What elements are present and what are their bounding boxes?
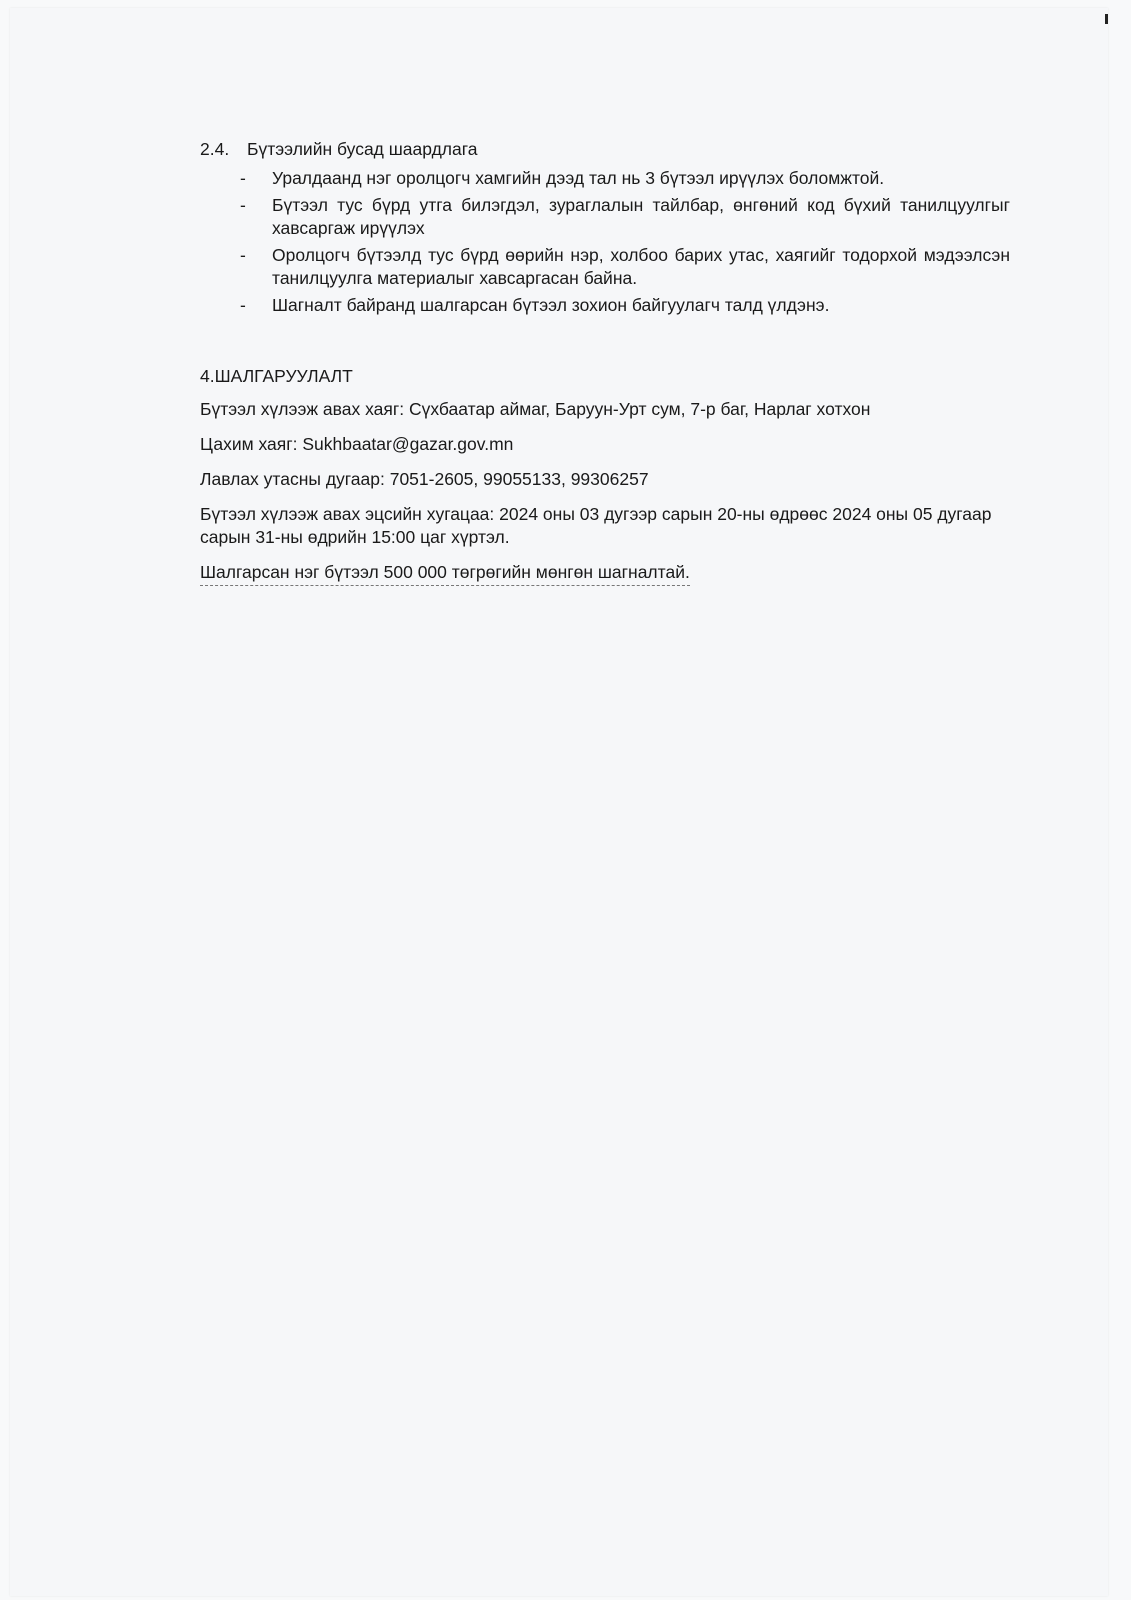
phone-line: Лавлах утасны дугаар: 7051-2605, 99055133, 99306257 — [200, 469, 649, 489]
list-item — [240, 294, 1010, 317]
document-content — [200, 138, 1010, 598]
list-bullet: - — [240, 168, 246, 188]
document-page — [10, 8, 1108, 1596]
list-item-text: Оролцогч бүтээлд тус бүрд өөрийн нэр, холбоо барих утас, хаягийг тодорхой мэдээлсэн танилцуулга материалыг хавсаргасан байна. — [272, 245, 1010, 288]
list-item-text: Бүтээл тус бүрд утга билэгдэл, зураглалын тайлбар, өнгөний код бүхий танилцуулгыг хавсаргаж ирүүлэх — [272, 195, 1010, 238]
deadline-line: Бүтээл хүлээж авах эцсийн хугацаа: 2024 оны 03 дугээр сарын 20-ны өдрөөс 2024 оны 05 дугаар сарын 31-ны өдрийн 15:00 цаг хүртэл. — [200, 504, 992, 547]
scan-corner-mark — [1105, 14, 1108, 24]
list-item-text: Уралдаанд нэг оролцогч хамгийн дээд тал нь 3 бүтээл ирүүлэх боломжтой. — [272, 168, 885, 188]
list-bullet: - — [240, 245, 246, 265]
section-heading-2-4 — [200, 138, 1010, 161]
section-title: Бүтээлийн бусад шаардлага — [247, 139, 478, 159]
list-item — [240, 244, 1010, 290]
email-line: Цахим хаяг: Sukhbaatar@gazar.gov.mn — [200, 434, 514, 454]
list-bullet: - — [240, 195, 246, 215]
section-number: 2.4. — [200, 139, 230, 159]
list-item — [240, 167, 1010, 190]
list-item — [240, 194, 1010, 240]
address-line: Бүтээл хүлээж авах хаяг: Сүхбаатар аймаг, Баруун-Урт сум, 7-р баг, Нарлаг хотхон — [200, 399, 871, 419]
list-bullet: - — [240, 295, 246, 315]
list-item-text: Шагналт байранд шалгарсан бүтээл зохион байгуулагч талд үлдэнэ. — [272, 295, 830, 315]
prize-line — [200, 561, 1010, 586]
section-4 — [200, 365, 1010, 586]
requirements-list — [200, 167, 1010, 317]
prize-text: Шалгарсан нэг бүтээл 500 000 төгрөгийн мөнгөн шагналтай. — [200, 561, 690, 586]
section-4-title: 4.ШАЛГАРУУЛАЛТ — [200, 366, 353, 386]
